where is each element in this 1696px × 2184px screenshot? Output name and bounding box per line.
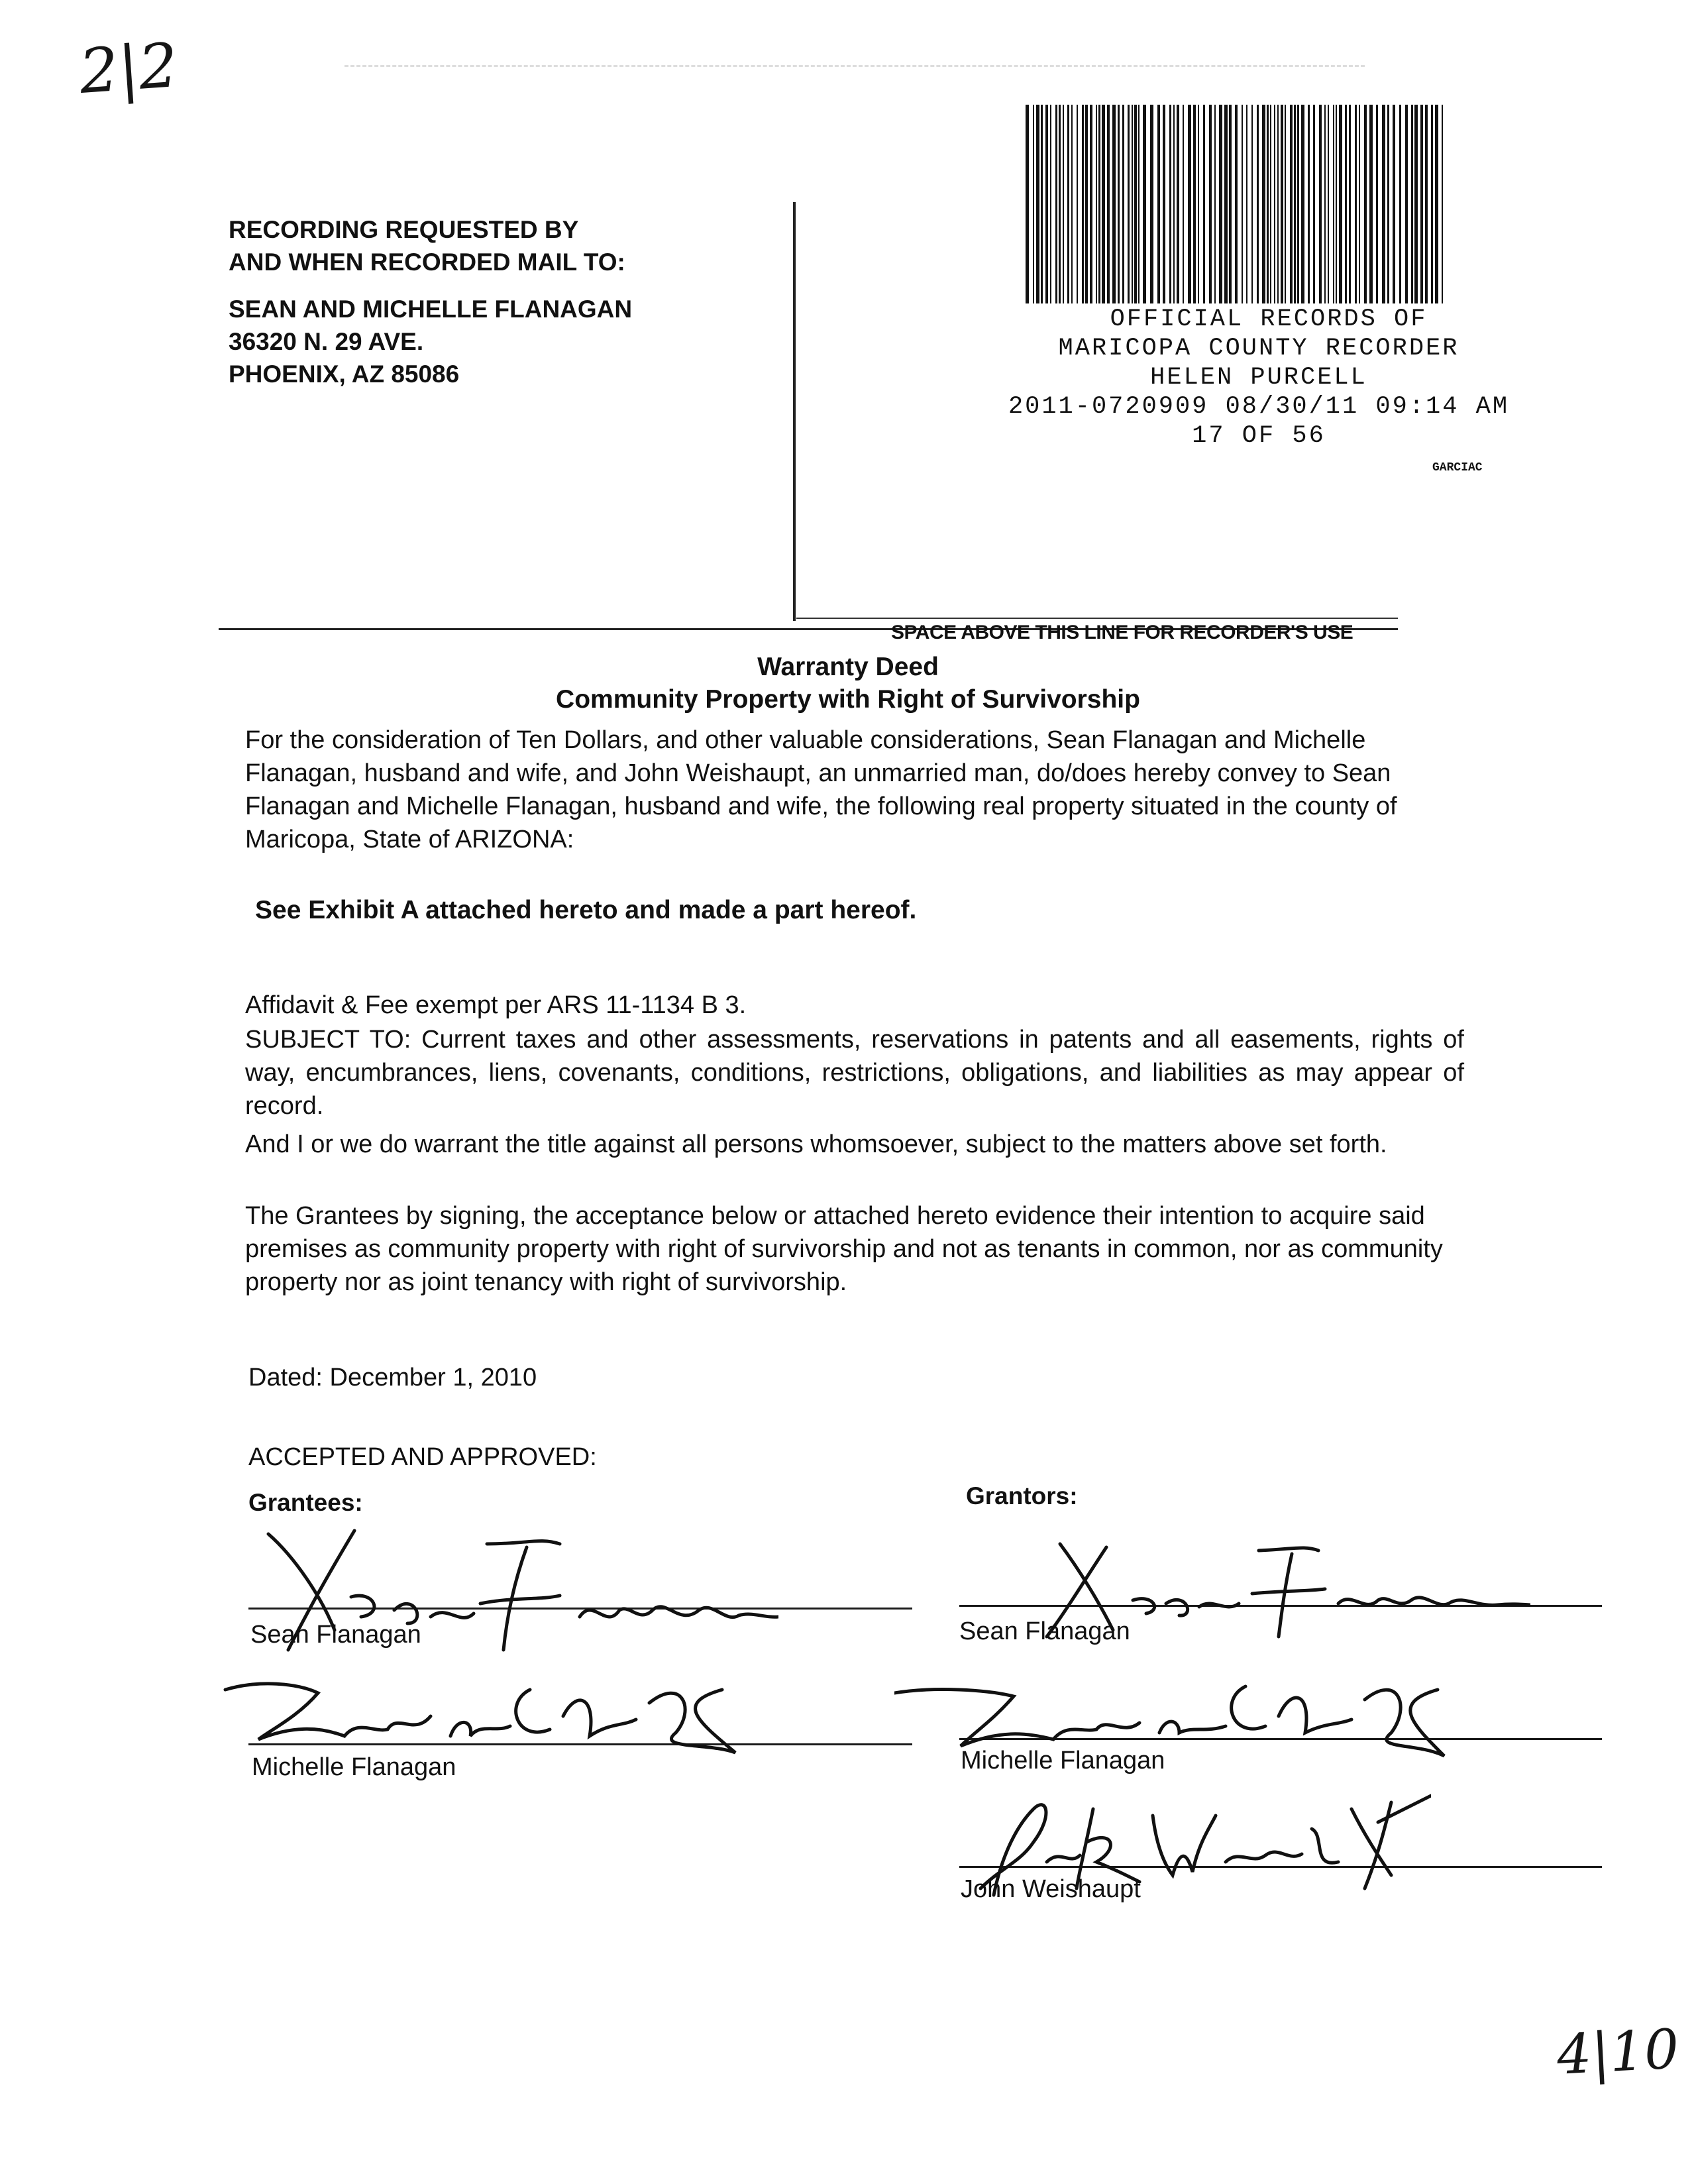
- barcode-bar: [1364, 105, 1367, 303]
- barcode-bar: [1355, 105, 1357, 303]
- barcode-bar: [1107, 105, 1110, 303]
- barcode-bar: [1071, 105, 1073, 303]
- barcode-bar: [1122, 105, 1124, 303]
- barcode-bar: [1102, 105, 1105, 303]
- mail-name: SEAN AND MICHELLE FLANAGAN: [229, 296, 633, 323]
- barcode-bar: [1435, 105, 1438, 303]
- barcode-bar: [1294, 105, 1296, 303]
- barcode-bar: [1324, 105, 1326, 303]
- recorder-space-rule-upper: [796, 618, 1398, 619]
- barcode-bar: [1063, 105, 1064, 303]
- barcode-bar: [1041, 105, 1043, 303]
- barcode-bar: [1242, 105, 1243, 303]
- barcode-bar: [1411, 105, 1413, 303]
- affidavit-line: Affidavit & Fee exempt per ARS 11-1134 B 3.: [245, 991, 747, 1019]
- header-divider: [793, 202, 796, 621]
- barcode-bar: [1193, 105, 1196, 303]
- barcode-bar: [1281, 105, 1283, 303]
- barcode-bar: [1235, 105, 1238, 303]
- recorder-space-note: SPACE ABOVE THIS LINE FOR RECORDER'S USE: [891, 622, 1353, 643]
- barcode-bar: [1203, 105, 1205, 303]
- consideration-paragraph: For the consideration of Ten Dollars, and other valuable considerations, Sean Flanagan and Michelle Flanagan, husband and wife, and John Weishaupt, an unmarried man, do/does hereby convey to Sean Flanagan and Michelle Flanagan, husband and wife, the following real property situated in the county of Maricopa, State of ARIZONA:: [245, 726, 1397, 853]
- barcode-bar: [1067, 105, 1069, 303]
- barcode-bar: [1045, 105, 1048, 303]
- barcode-bar: [1339, 105, 1342, 303]
- barcode-bar: [1050, 105, 1051, 303]
- recording-request-block: [229, 213, 632, 390]
- dated-line: Dated: December 1, 2010: [248, 1364, 537, 1392]
- grantor-john-name: John Weishaupt: [961, 1875, 1141, 1903]
- barcode-bar: [1082, 105, 1084, 303]
- barcode-bar: [1431, 105, 1433, 303]
- barcode-bar: [1085, 105, 1088, 303]
- barcode-bar: [1262, 105, 1265, 303]
- barcode-bar: [1414, 105, 1418, 303]
- handwritten-page-count: 4|10: [1555, 2018, 1681, 2087]
- mail-city-state-zip: PHOENIX, AZ 85086: [229, 360, 460, 388]
- stamp-line3: HELEN PURCELL: [1150, 364, 1367, 392]
- barcode-bar: [1118, 105, 1120, 303]
- barcode-bar: [1369, 105, 1373, 303]
- barcode-bar: [1301, 105, 1304, 303]
- barcode-bar: [1090, 105, 1092, 303]
- barcode-bar: [1442, 105, 1443, 303]
- barcode-bar: [1376, 105, 1378, 303]
- barcode-bar: [1132, 105, 1133, 303]
- barcode-bar: [1036, 105, 1039, 303]
- barcode-bar: [1382, 105, 1385, 303]
- stamp-line1: OFFICIAL RECORDS OF: [1110, 305, 1428, 333]
- deed-title: [0, 651, 1696, 716]
- barcode-bar: [1328, 105, 1329, 303]
- barcode-bar: [1345, 105, 1347, 303]
- deed-title-main: Warranty Deed: [757, 653, 939, 681]
- stamp-clerk: GARCIAC: [1432, 461, 1483, 474]
- barcode-bar: [1183, 105, 1184, 303]
- barcode-bar: [1267, 105, 1269, 303]
- grantor-sean-name: Sean Flanagan: [959, 1617, 1130, 1645]
- barcode-bar: [1096, 105, 1097, 303]
- barcode-bar: [1059, 105, 1061, 303]
- grantees-heading: Grantees:: [248, 1489, 363, 1516]
- barcode-bar: [1319, 105, 1322, 303]
- handwritten-page-note: 2|2: [77, 29, 180, 108]
- barcode-bar: [1333, 105, 1334, 303]
- barcode-bar: [1138, 105, 1140, 303]
- exhibit-reference: See Exhibit A attached hereto and made a part hereof.: [255, 896, 917, 924]
- mail-heading-line1: RECORDING REQUESTED BY: [229, 216, 579, 243]
- barcode-bar: [1150, 105, 1153, 303]
- barcode-bar: [1214, 105, 1216, 303]
- barcode-bar: [1229, 105, 1232, 303]
- barcode-bar: [1277, 105, 1279, 303]
- barcode-bar: [1098, 105, 1100, 303]
- recorder-barcode: [1026, 105, 1447, 303]
- barcode-bar: [1425, 105, 1428, 303]
- barcode-bar: [1308, 105, 1310, 303]
- stamp-line2: MARICOPA COUNTY RECORDER: [1058, 335, 1459, 362]
- deed-title-sub: Community Property with Right of Survivorship: [556, 685, 1140, 714]
- mail-heading-line2: AND WHEN RECORDED MAIL TO:: [229, 248, 625, 276]
- barcode-bar: [1257, 105, 1259, 303]
- recorder-stamp: [961, 305, 1557, 451]
- barcode-bar: [1077, 105, 1078, 303]
- barcode-bar: [1163, 105, 1165, 303]
- barcode-bar: [1209, 105, 1212, 303]
- barcode-bar: [1224, 105, 1228, 303]
- barcode-bar: [1198, 105, 1199, 303]
- barcode-bar: [1033, 105, 1034, 303]
- barcode-bar: [1219, 105, 1222, 303]
- stamp-line5: 17 OF 56: [1192, 422, 1326, 450]
- barcode-bar: [1387, 105, 1389, 303]
- barcode-bar: [1173, 105, 1175, 303]
- faint-top-rule: [344, 65, 1365, 67]
- barcode-bar: [1359, 105, 1360, 303]
- barcode-bar: [1157, 105, 1160, 303]
- barcode-bar: [1177, 105, 1179, 303]
- barcode-bar: [1393, 105, 1395, 303]
- barcode-bar: [1055, 105, 1057, 303]
- barcode-bar: [1128, 105, 1130, 303]
- barcode-bar: [1270, 105, 1271, 303]
- barcode-bar: [1420, 105, 1423, 303]
- barcode-bar: [1285, 105, 1286, 303]
- warranty-paragraph: And I or we do warrant the title against all persons whomsoever, subject to the matters above set forth.: [245, 1130, 1387, 1158]
- barcode-bar: [1274, 105, 1275, 303]
- barcode-bar: [1143, 105, 1146, 303]
- barcode-bar: [1290, 105, 1293, 303]
- barcode-bar: [1405, 105, 1408, 303]
- accepted-approved: ACCEPTED AND APPROVED:: [248, 1443, 597, 1471]
- barcode-bar: [1169, 105, 1171, 303]
- grantors-heading: Grantors:: [966, 1482, 1078, 1509]
- grantor-michelle-name: Michelle Flanagan: [961, 1747, 1165, 1774]
- grantee-michelle-signature: [219, 1663, 775, 1763]
- barcode-bar: [1399, 105, 1401, 303]
- barcode-bar: [1246, 105, 1247, 303]
- barcode-bar: [1313, 105, 1315, 303]
- barcode-bar: [1026, 105, 1029, 303]
- grantees-intent-paragraph: The Grantees by signing, the acceptance below or attached hereto evidence their intention to acquire said premises as community property with right of survivorship and not as tenants in common, nor as community property nor as joint tenancy with right of survivorship.: [245, 1202, 1443, 1296]
- barcode-bar: [1188, 105, 1191, 303]
- barcode-bar: [1134, 105, 1137, 303]
- grantee-michelle-name: Michelle Flanagan: [252, 1753, 456, 1781]
- barcode-bar: [1336, 105, 1337, 303]
- barcode-bar: [1349, 105, 1351, 303]
- barcode-bar: [1112, 105, 1116, 303]
- barcode-bar: [1297, 105, 1299, 303]
- stamp-line4: 2011-0720909 08/30/11 09:14 AM: [1008, 393, 1510, 421]
- subject-to-paragraph: SUBJECT TO: Current taxes and other assessments, reservations in patents and all easements, rights of way, encumbrances, liens, covenants, conditions, restrictions, obligations, and liabilities as may appear of record.: [245, 1026, 1464, 1120]
- mail-street: 36320 N. 29 AVE.: [229, 328, 424, 355]
- grantee-sean-name: Sean Flanagan: [250, 1621, 421, 1649]
- barcode-bar: [1251, 105, 1253, 303]
